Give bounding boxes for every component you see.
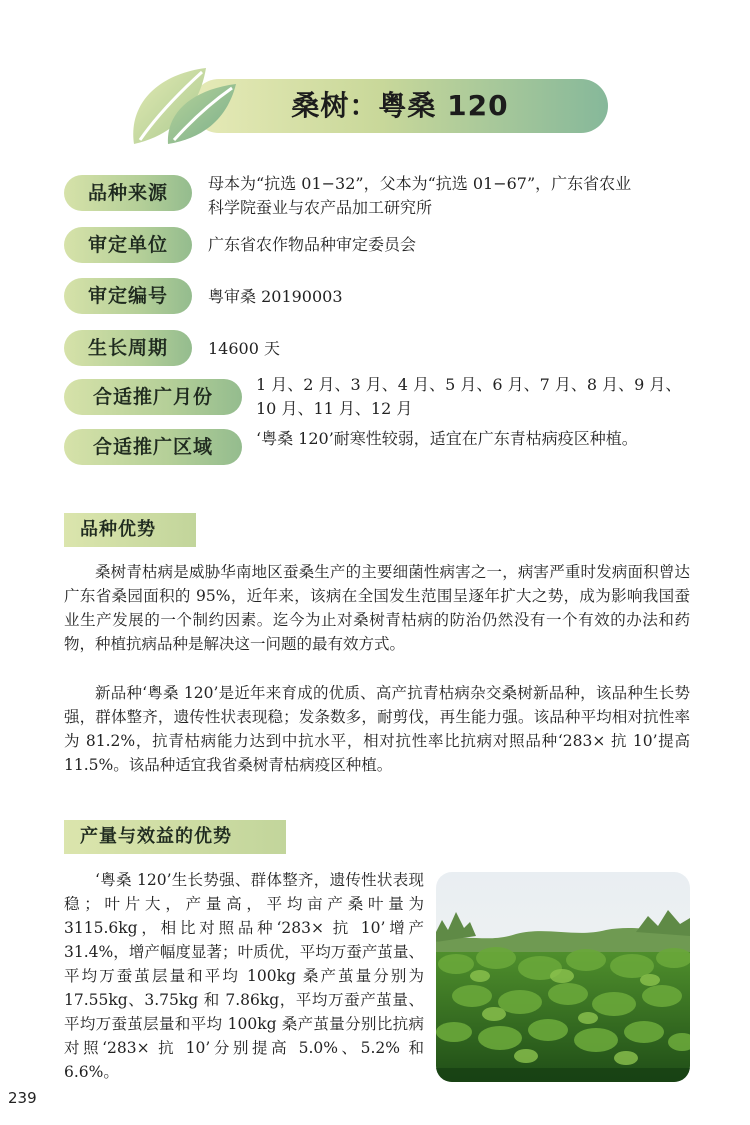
value-approval-number: 粤审桑 20190003 bbox=[208, 287, 343, 306]
value-variety-source: 母本为“抗选 01−32”，父本为“抗选 01−67”，广东省农业科学院蚕业与农产品加工研究所 bbox=[208, 174, 632, 217]
value-promotion-region: ‘粤桑 120’耐寒性较弱，适宜在广东青枯病疫区种植。 bbox=[256, 429, 638, 448]
label-variety-source: 品种来源 bbox=[64, 175, 192, 211]
value-growth-cycle: 14600 天 bbox=[208, 339, 280, 358]
value-promotion-months: 1 月、2 月、3 月、4 月、5 月、6 月、7 月、8 月、9 月、10 月、11 月、12 月 bbox=[256, 375, 682, 418]
mulberry-field-photo bbox=[436, 872, 690, 1082]
page-number: 239 bbox=[8, 1089, 37, 1107]
section-heading-variety-advantage: 品种优势 bbox=[64, 513, 196, 547]
label-promotion-region: 合适推广区域 bbox=[64, 429, 242, 465]
paragraph-new-variety: 新品种‘粤桑 120’是近年来育成的优质、高产抗青枯病杂交桑树新品种，该品种生长势强，群体整齐，遗传性状表现稳；发条数多，耐剪伐，再生能力强。该品种平均相对抗性率为 81.2%，抗青枯病能力达到中抗水平，相对抗性率比抗病对照品种‘283× 抗 10’提高 11.5%。该品种适宜我省桑树青枯病疫区种植。 bbox=[64, 684, 690, 774]
paragraph-blight-background: 桑树青枯病是威胁华南地区蚕桑生产的主要细菌性病害之一，病害严重时发病面积曾达广东省桑园面积的 95%，近年来，该病在全国发生范围呈逐年扩大之势，成为影响我国蚕业生产发展的一个制约因素。迄今为止对桑树青枯病的防治仍然没有一个有效的办法和药物，种植抗病品种是解决这一问题的最有效方式。 bbox=[64, 563, 690, 653]
label-growth-cycle: 生长周期 bbox=[64, 330, 192, 366]
paragraph-yield: ‘粤桑 120’生长势强、群体整齐，遗传性状表现稳；叶片大，产量高，平均亩产桑叶量为 3115.6kg，相比对照品种‘283× 抗 10’增产 31.4%，增产幅度显著；叶质优，平均万蚕产茧量、平均万蚕茧层量和平均 100kg 桑产茧量分别为 17.55kg、3.75kg 和 7.86kg，平均万蚕产茧量、平均万蚕茧层量和平均 100kg 桑产茧量分别比抗病对照‘283× 抗 10’分别提高 5.0%、5.2% 和 6.6%。 bbox=[64, 871, 424, 1081]
page-title: 桑树：粤桑 120 bbox=[291, 89, 509, 122]
value-approval-unit: 广东省农作物品种审定委员会 bbox=[208, 235, 417, 254]
label-promotion-months: 合适推广月份 bbox=[64, 379, 242, 415]
label-approval-unit: 审定单位 bbox=[64, 227, 192, 263]
label-approval-number: 审定编号 bbox=[64, 278, 192, 314]
section-heading-yield-advantage: 产量与效益的优势 bbox=[64, 820, 286, 854]
